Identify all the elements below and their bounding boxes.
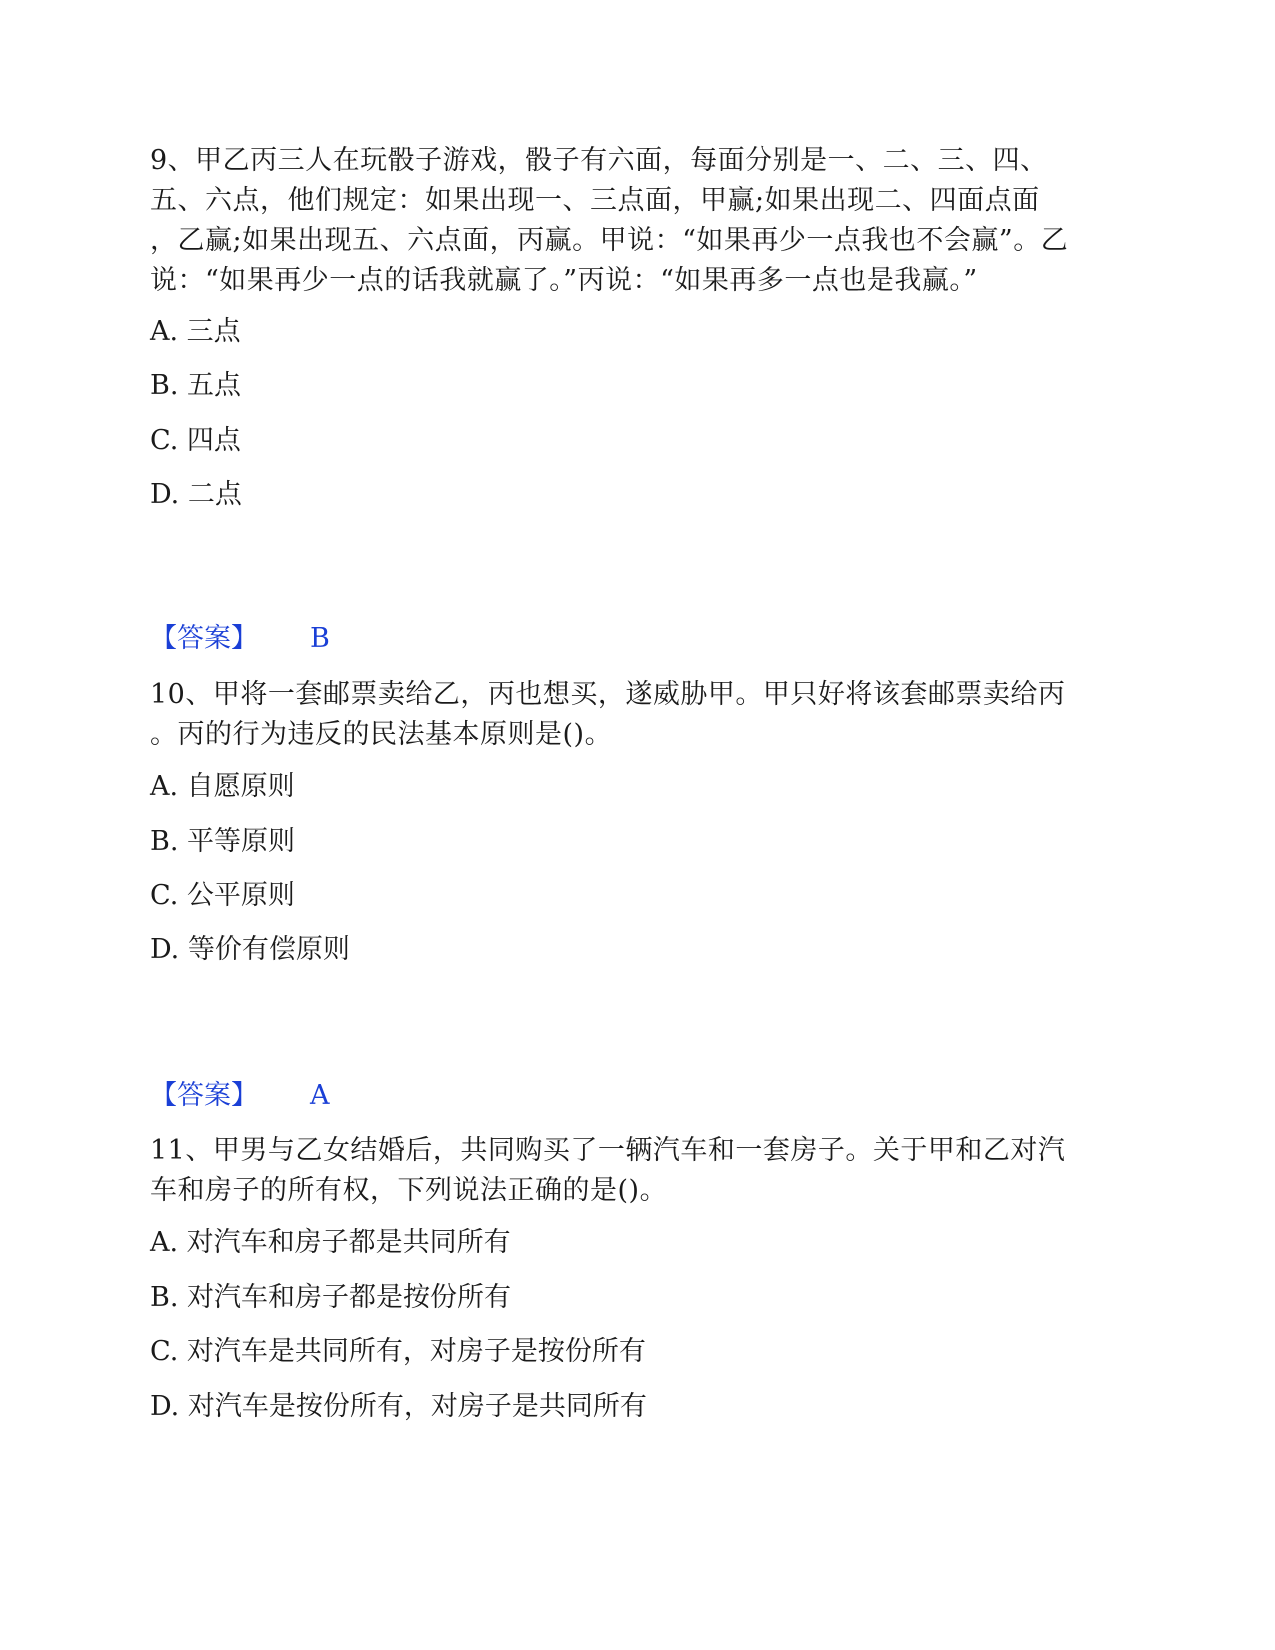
question-11-stem-line: 11、甲男与乙女结婚后，共同购买了一辆汽车和一套房子。关于甲和乙对汽 [150,1135,1066,1166]
answer-value: B [310,623,330,654]
question-9-option-b: B. 五点 [150,370,242,401]
question-10-option-d: D. 等价有偿原则 [150,934,350,965]
question-9-stem [150,141,1125,301]
question-11-option-b: B. 对汽车和房子都是按份所有 [150,1282,512,1313]
question-9-option-a: A. 三点 [150,316,241,347]
question-10-option-b: B. 平等原则 [150,826,296,857]
question-11-option-c: C. 对汽车是共同所有，对房子是按份所有 [150,1336,646,1367]
question-9-stem-line: 说：“如果再少一点的话我就赢了。”丙说：“如果再多一点也是我赢。” [150,265,978,296]
question-9-answer [150,621,330,657]
question-10-stem-line: 。丙的行为违反的民法基本原则是()。 [150,719,613,750]
question-11-option-a: A. 对汽车和房子都是共同所有 [150,1227,511,1258]
question-9-stem-line: 9、甲乙丙三人在玩骰子游戏，骰子有六面，每面分别是一、二、三、四、 [150,145,1048,176]
answer-value: A [310,1080,330,1111]
question-11-option-d: D. 对汽车是按份所有，对房子是共同所有 [150,1391,647,1422]
question-11-stem [150,1131,1125,1211]
question-9-option-d: D. 二点 [150,479,242,510]
question-10-stem [150,675,1125,755]
question-10-stem-line: 10、甲将一套邮票卖给乙，丙也想买，遂威胁甲。甲只好将该套邮票卖给丙 [150,679,1066,710]
answer-label: 【答案】 [150,623,258,654]
question-10-answer [150,1078,330,1114]
question-10-option-a: A. 自愿原则 [150,771,295,802]
question-9-option-c: C. 四点 [150,425,241,456]
question-10-option-c: C. 公平原则 [150,880,295,911]
question-11-stem-line: 车和房子的所有权，下列说法正确的是()。 [150,1175,668,1206]
answer-label: 【答案】 [150,1080,258,1111]
document-page [150,0,1125,1650]
question-9-stem-line: 五、六点，他们规定：如果出现一、三点面，甲赢;如果出现二、四面点面 [150,185,1040,216]
question-9-stem-line: ，乙赢;如果出现五、六点面，丙赢。甲说：“如果再少一点我也不会赢”。乙 [150,225,1069,256]
